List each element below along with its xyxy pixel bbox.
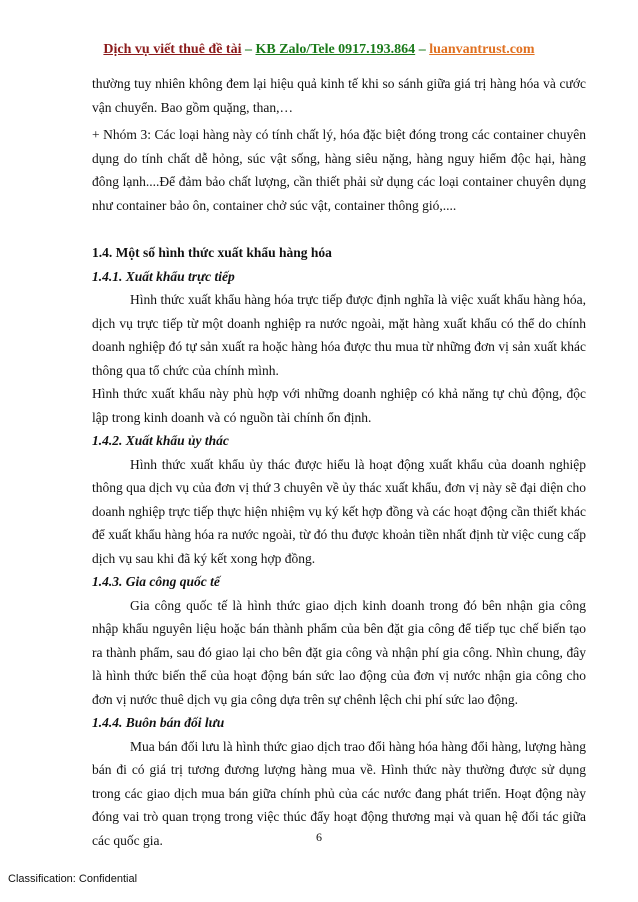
paragraph: Hình thức xuất khẩu ủy thác được hiểu là hoạt động xuất khẩu của doanh nghiệp thông qua dịch vụ của đơn vị thứ 3 chuyên về ủy thác xuất khẩu, đơn vị này sẽ đại diện cho doanh nghiệp trực tiếp thực hiện nhiệm vụ ký kết hợp đồng và các hoạt động cần thiết khác để xuất khẩu hàng hóa ra nước ngoài, từ đó thu được khoản tiền nhất định từ việc cung cấp dịch vụ sau khi đã ký kết xong hợp đồng. [92,456,586,566]
header-contact-link[interactable]: KB Zalo/Tele 0917.193.864 [255,42,416,57]
page-number: 6 [316,830,322,844]
paragraph: Gia công quốc tế là hình thức giao dịch kinh doanh trong đó bên nhận gia công nhập khẩu nguyên liệu hoặc bán thành phẩm của bên đặt gia công để tiếp tục chế biến tạo ra thành phẩm, sau đó giao lại cho bên đặt gia công và nhận phí gia công. Nhìn chung, đây là hình thức biến thể của hoạt động bán sức lao động của đơn vị nước nhận gia công cho đơn vị nước thuê dịch vụ gia công dựa trên sự chênh lệch chi phí sức lao động. [92,597,586,707]
header-service-link[interactable]: Dịch vụ viết thuê đề tài [103,42,242,57]
subsection-heading: 1.4.4. Buôn bán đối lưu [92,715,225,730]
paragraph: Hình thức xuất khẩu này phù hợp với những doanh nghiệp có khả năng tự chủ động, độc lập trong kinh doanh và có nguồn tài chính ổn định. [92,386,586,425]
classification-label: Classification: Confidential [8,873,138,885]
section-heading: 1.4. Một số hình thức xuất khẩu hàng hóa [92,245,332,260]
paragraph: Mua bán đối lưu là hình thức giao dịch trao đổi hàng hóa hàng đổi hàng, lượng hàng bán đi có giá trị tương đương lượng hàng mua về. Hình thức này thường được sử dụng trong các giao dịch mua bán giữa chính phủ của các nước đang phát triển. Hoạt động này đóng vai trò quan trọng trong việc thúc đẩy hoạt động thương mại và quan hệ đối tác giữa các quốc gia. [92,738,586,848]
paragraph: Hình thức xuất khẩu hàng hóa trực tiếp được định nghĩa là việc xuất khẩu hàng hóa, dịch vụ trực tiếp từ một doanh nghiệp ra nước ngoài, mặt hàng xuất khẩu có thể do chính doanh nghiệp đó tự sản xuất ra hoặc hàng hóa được thu mua từ những đơn vị sản xuất khác thông qua tổ chức của chính mình. [92,292,586,378]
header-separator: – [415,42,430,57]
paragraph: + Nhóm 3: Các loại hàng này có tính chất lý, hóa đặc biệt đóng trong các container chuyên dụng do tính chất dễ hỏng, súc vật sống, hàng siêu nặng, hàng nguy hiểm độc hại, hàng đông lạnh....Để đảm bảo chất lượng, cần thiết phải sử dụng các loại container chuyên dụng như container bảo ôn, container chở súc vật, container thông gió,.... [92,127,586,213]
header-website-link[interactable]: luanvantrust.com [429,42,535,57]
paragraph: thường tuy nhiên không đem lại hiệu quả kinh tế khi so sánh giữa giá trị hàng hóa và cước vận chuyển. Bao gồm quặng, than,… [92,76,586,115]
document-body [92,72,586,852]
page-header [0,42,638,58]
header-separator: – [241,42,256,57]
subsection-heading: 1.4.1. Xuất khẩu trực tiếp [92,268,235,284]
subsection-heading: 1.4.3. Gia công quốc tế [92,574,220,589]
subsection-heading: 1.4.2. Xuất khẩu ủy thác [92,433,229,448]
